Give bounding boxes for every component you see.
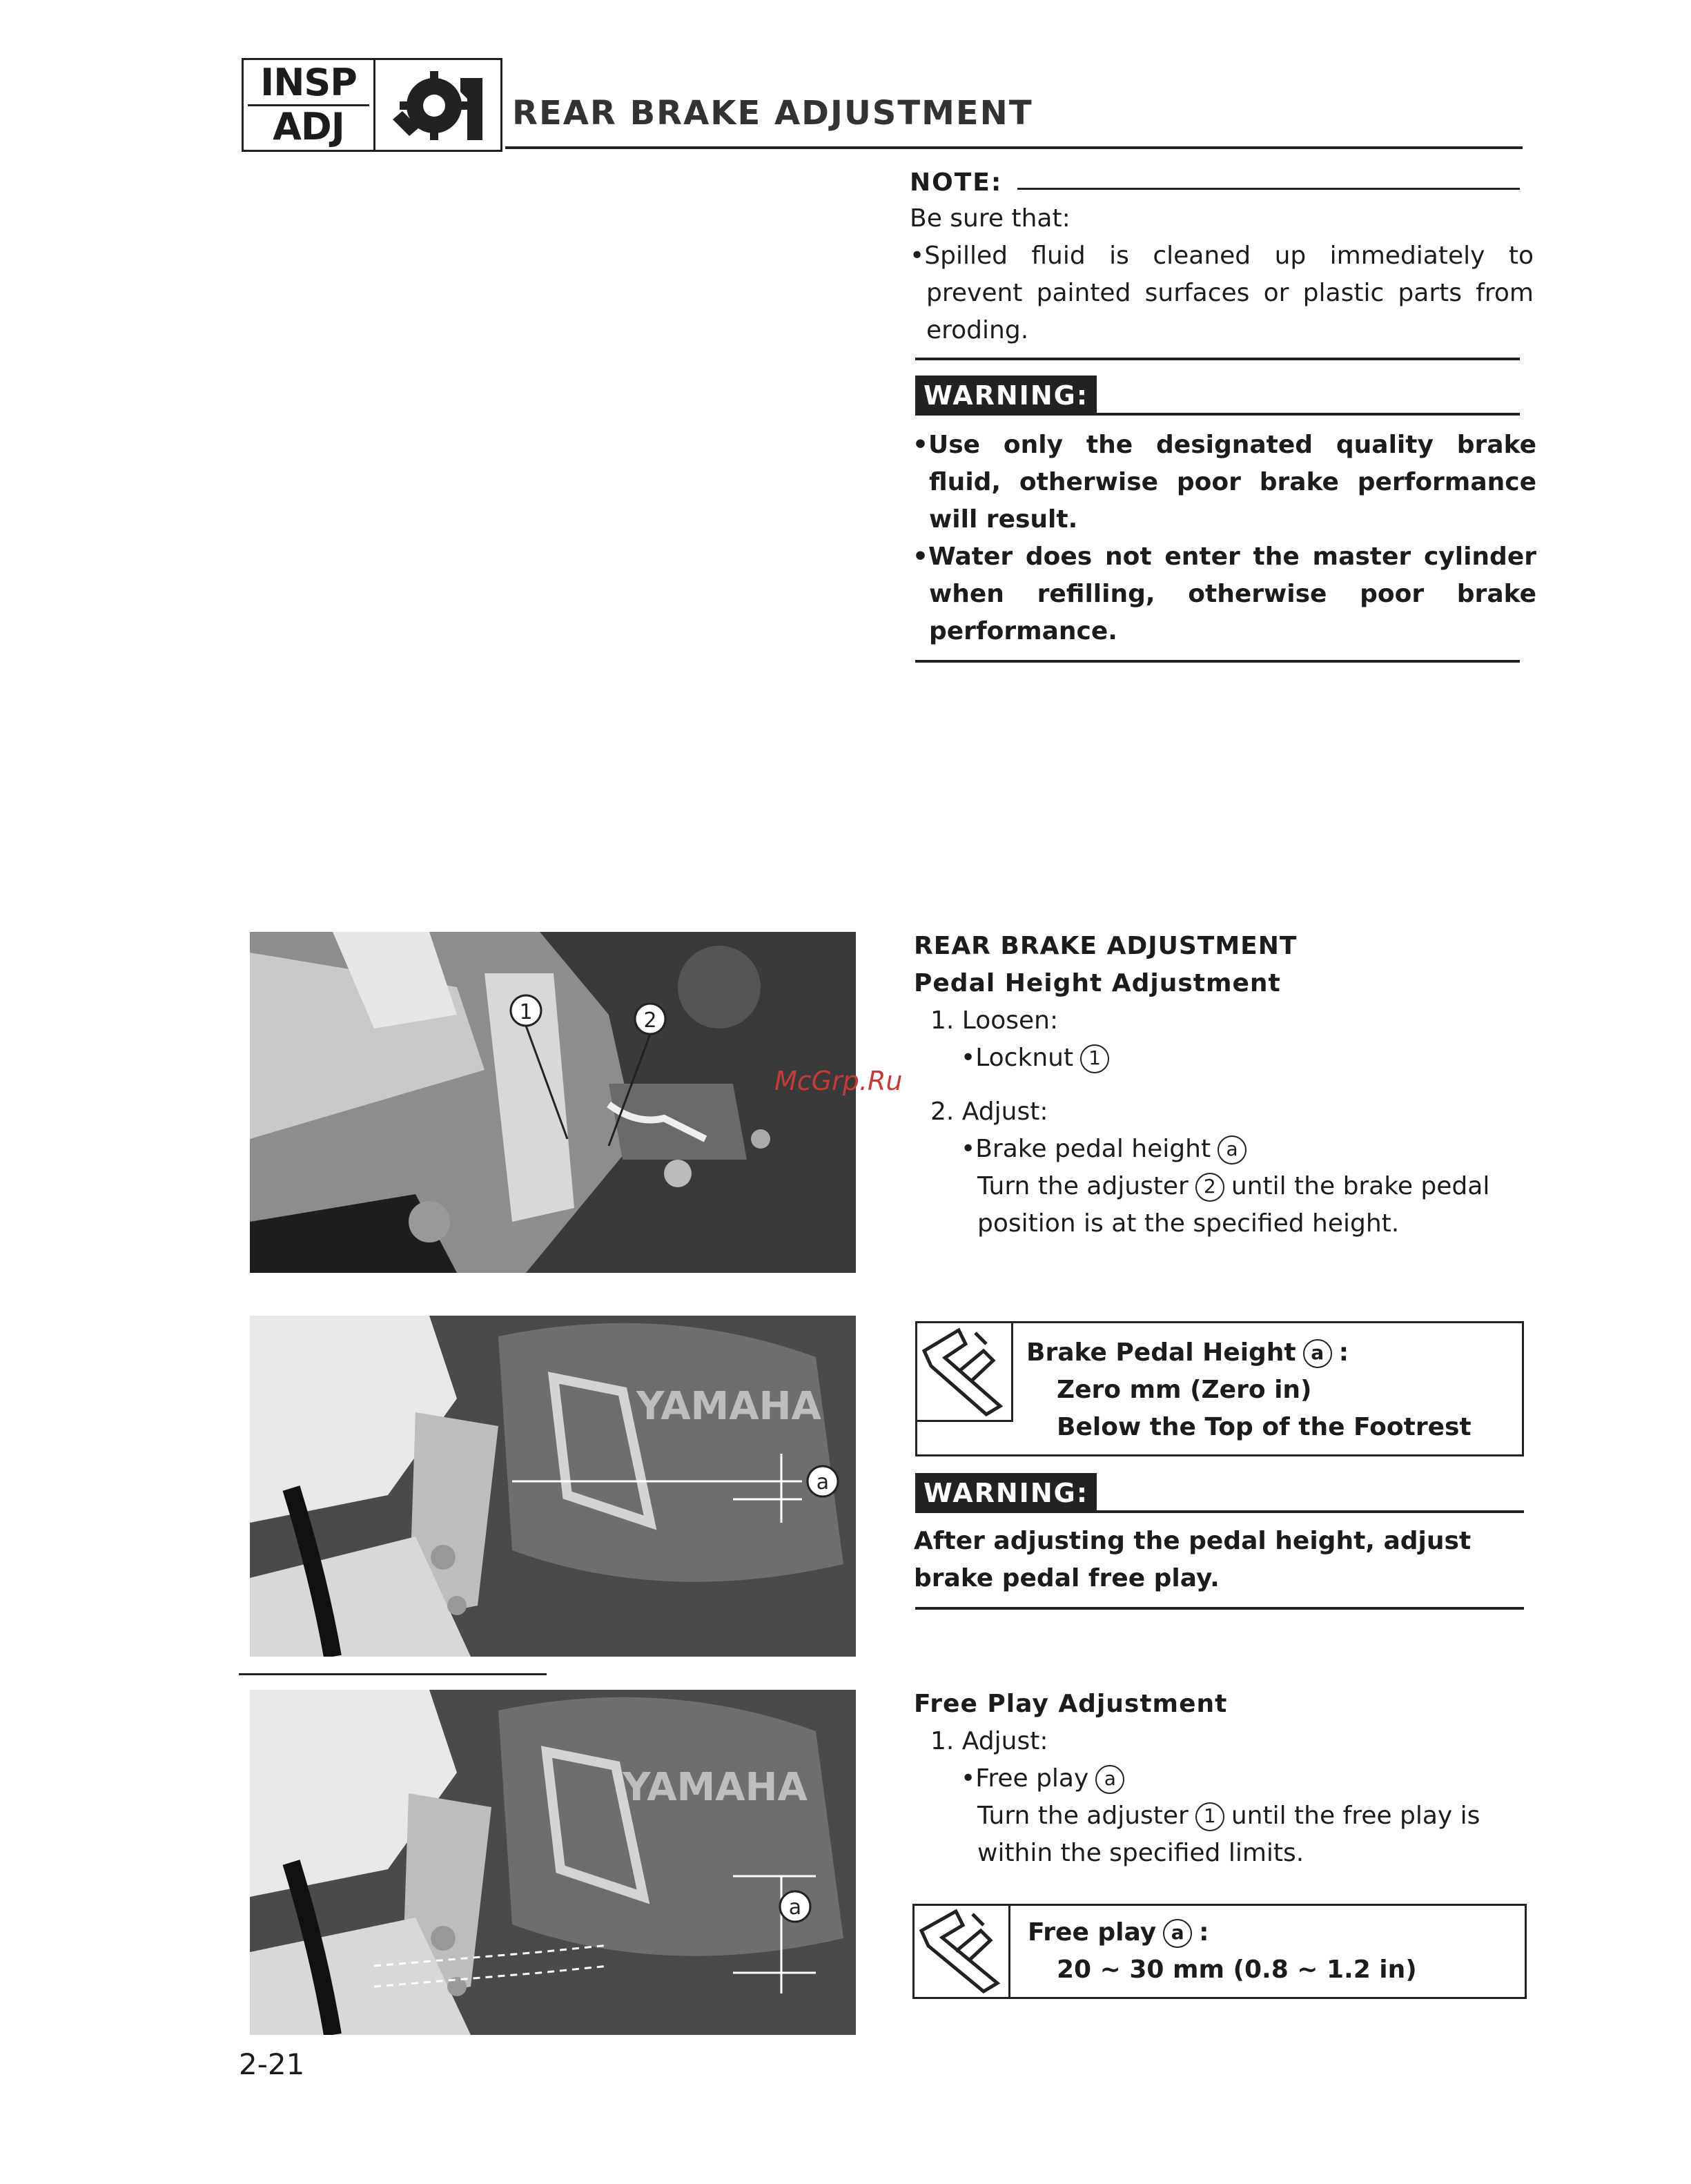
freeplay-turn: Turn the adjuster: [977, 1802, 1189, 1830]
badge-top-text: INSP: [248, 61, 369, 106]
step-1-item-text: Locknut: [975, 1044, 1074, 1072]
freeplay-item: •Free play a: [961, 1760, 1131, 1797]
brand-text: YAMAHA: [636, 1384, 821, 1429]
warning-badge-2: WARNING:: [915, 1473, 1097, 1513]
warning-end-rule: [915, 660, 1520, 663]
photo-divider: [239, 1673, 547, 1675]
page-number: 2-21: [239, 2047, 305, 2081]
spec2-ref: a: [1163, 1919, 1192, 1948]
step-2-rest: until the brake pedal position is at the specified height.: [977, 1172, 1490, 1238]
warning-badge: WARNING:: [915, 376, 1097, 416]
spec-box-pedal-height: [915, 1321, 1524, 1456]
spec2-label-line: Free play a :: [1028, 1918, 1209, 1947]
freeplay-title: Free Play Adjustment: [914, 1690, 1228, 1718]
warning-2-text: After adjusting the pedal height, adjust brake pedal free play.: [914, 1527, 1472, 1592]
freeplay-ref-1: 1: [1195, 1802, 1224, 1831]
badge-bottom-text: ADJ: [273, 105, 344, 148]
note-end-rule: [915, 358, 1520, 360]
spec1-label-line: Brake Pedal Height a :: [1026, 1338, 1349, 1367]
spec-box-free-play: [912, 1904, 1527, 1999]
photo-pedal-height: [250, 932, 856, 1273]
callout-a-label: a: [816, 1470, 830, 1494]
ref-a: a: [1218, 1135, 1247, 1164]
step-1: 1. Loosen:: [930, 1006, 1059, 1035]
warning-bullet-1-text: Use only the designated quality brake fluid, otherwise poor brake performance will result.: [928, 431, 1536, 534]
note-bullet-text: Spilled fluid is cleaned up immediately to prevent painted surfaces or plastic parts from eroding.: [924, 242, 1534, 344]
freeplay-item-text: Free play: [975, 1764, 1089, 1793]
warning-rule: [1092, 413, 1520, 416]
step-2-item: •Brake pedal height a: [961, 1131, 1253, 1168]
ref-2: 2: [1195, 1173, 1224, 1202]
callout-1-label: 1: [519, 1000, 533, 1024]
spec1-ref: a: [1303, 1339, 1332, 1368]
warning-bullet-2-text: Water does not enter the master cylinder when refilling, otherwise poor brake performance.: [928, 543, 1536, 645]
spec2-value: 20 ~ 30 mm (0.8 ~ 1.2 in): [1057, 1956, 1417, 1984]
warning-2-end-rule: [915, 1607, 1524, 1610]
note-bullet: •Spilled fluid is cleaned up immediately to prevent painted surfaces or plastic parts from eroding.: [910, 242, 1534, 344]
warning-2-rule: [1092, 1510, 1524, 1513]
note-rule: [1017, 188, 1520, 190]
ref-1: 1: [1080, 1044, 1109, 1073]
step-1-item: •Locknut 1: [961, 1040, 1116, 1077]
callout-2-label: 2: [643, 1008, 657, 1033]
freeplay-step-1: 1. Adjust:: [930, 1727, 1048, 1755]
caliper-icon-2: [915, 1906, 1010, 1997]
spec2-label: Free play: [1028, 1918, 1157, 1947]
caliper-icon: [917, 1323, 1013, 1422]
badge-label: [244, 60, 375, 150]
spec1-note: Below the Top of the Footrest: [1057, 1413, 1472, 1441]
step-2: 2. Adjust:: [930, 1098, 1048, 1126]
page-title: REAR BRAKE ADJUSTMENT: [512, 94, 1033, 133]
spec1-label: Brake Pedal Height: [1026, 1338, 1296, 1367]
note-label: NOTE:: [910, 168, 1003, 197]
photo-pedal-height-measure: [250, 1316, 856, 1657]
warning-bullet-1: •Use only the designated quality brake fluid, otherwise poor brake performance will result.: [912, 431, 1536, 534]
photo-free-play: [250, 1690, 856, 2035]
step-2-turn: Turn the adjuster: [977, 1172, 1189, 1200]
freeplay-rest: until the free play is within the specified limits.: [977, 1802, 1480, 1867]
step-2-item-text: Brake pedal height: [975, 1135, 1211, 1163]
freeplay-ref-a: a: [1095, 1765, 1124, 1794]
spec1-value: Zero mm (Zero in): [1057, 1376, 1312, 1404]
brand-text-2: YAMAHA: [623, 1765, 808, 1810]
freeplay-instruction: [977, 1797, 1523, 1872]
section-badge: [242, 58, 502, 152]
callout-a-2-label: a: [788, 1895, 802, 1920]
watermark: McGrp.Ru: [774, 1066, 903, 1096]
section-title: REAR BRAKE ADJUSTMENT: [914, 932, 1298, 960]
section-subtitle: Pedal Height Adjustment: [914, 969, 1281, 997]
wrench-gear-icon: [379, 64, 496, 146]
warning-bullet-2: •Water does not enter the master cylinder when refilling, otherwise poor brake performance.: [912, 543, 1536, 645]
step-2-instruction: [977, 1168, 1523, 1242]
note-intro: Be sure that:: [910, 204, 1071, 233]
title-rule: [505, 146, 1523, 149]
